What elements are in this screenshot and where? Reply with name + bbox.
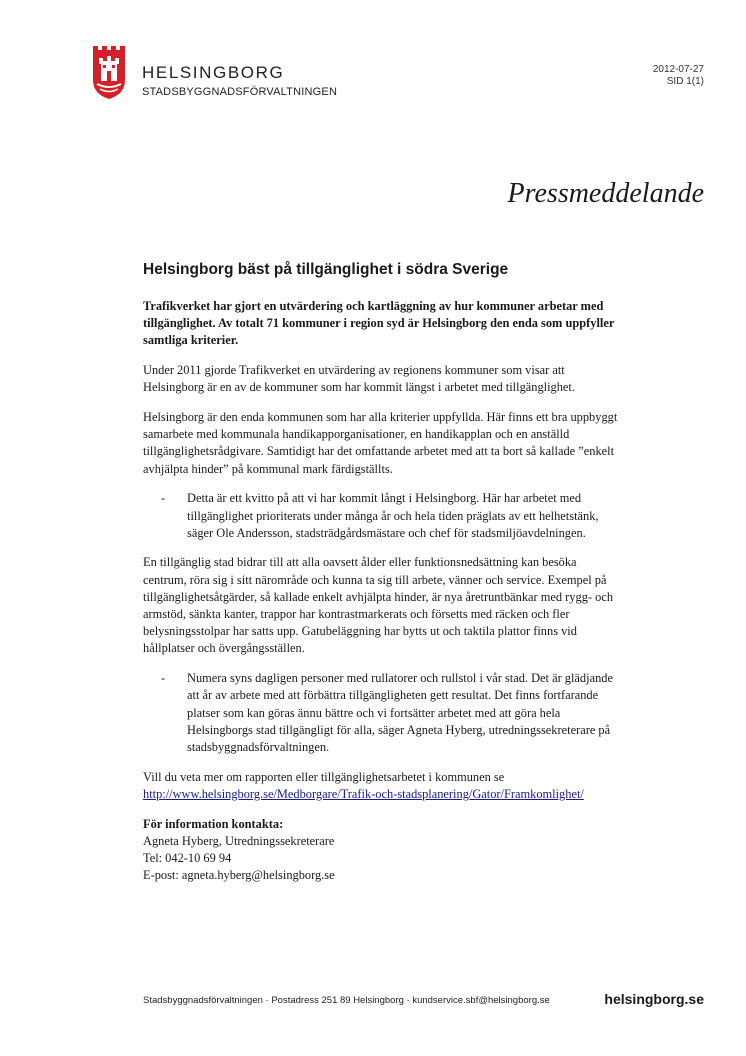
department-name: STADSBYGGNADSFÖRVALTNINGEN xyxy=(142,86,338,98)
paragraph: En tillgänglig stad bidrar till att alla oavsett ålder eller funktionsnedsättning kan besöka centrum, röra sig i sitt närområde och kunna ta sig till arbete, vänner och service. Exempel på tillgänglighetsåtgärder, så kallade enkelt avhjälpta hinder, är nya åretruntbänkar med rygg- och armstöd, sänkta kanter, trappor har kontrastmarkerats och försetts med räcken och fler belysningsstolpar har satts upp. Gatubeläggning har bytts ut och taktila plattor finns vid hållplatser och övergångsställen. xyxy=(143,555,614,656)
quote-block xyxy=(143,670,623,756)
contact-heading: För information kontakta: xyxy=(143,816,284,831)
quote-text: Detta är ett kvitto på att vi har kommit långt i Helsingborg. Här har arbetet med tillgänglighet prioriterats under många år och hela tiden präglats av ett helhetstänk, säger Ole Andersson, stadsträdgårdsmästare och chef för stadsmiljöavdelningen. xyxy=(187,491,599,540)
paragraph: Under 2011 gjorde Trafikverket en utvärdering av regionens kommuner som visar att Helsingborg är en av de kommuner som har kommit längst i arbetet med tillgänglighet. xyxy=(143,363,575,395)
document-type-title: Pressmeddelande xyxy=(507,178,704,209)
quote-dash: - xyxy=(161,671,166,686)
article-body xyxy=(143,298,623,884)
quote-dash: - xyxy=(161,491,166,506)
footer-website: helsingborg.se xyxy=(604,991,704,1007)
paragraph: Helsingborg är den enda kommunen som har alla kriterier uppfyllda. Här finns ett bra uppbyggt samarbete med kommunala handikapporganisationer, en handikapplan och en anställd tillgänglighetsrådgivare. Samtidigt har det omfattande arbetet med att ta bort så kallade ”enkelt avhjälpta hinder” på kommunal mark färdigställts. xyxy=(143,410,618,476)
lead-paragraph: Trafikverket har gjort en utvärdering och kartläggning av hur kommuner arbetar med tillgänglighet. Av totalt 71 kommuner i region syd är Helsingborg den enda som uppfyller samtliga kriterier. xyxy=(143,299,615,348)
quote-block xyxy=(143,490,623,542)
page-number: SID 1(1) xyxy=(666,76,704,87)
headline: Helsingborg bäst på tillgänglighet i södra Sverige xyxy=(143,261,509,278)
contact-name: Agneta Hyberg, Utredningssekreterare xyxy=(143,833,335,848)
contact-phone: Tel: 042-10 69 94 xyxy=(143,850,232,865)
contact-email: E-post: agneta.hyberg@helsingborg.se xyxy=(143,868,335,883)
contact-block xyxy=(143,816,623,885)
more-info-text: Vill du veta mer om rapporten eller tillgänglighetsarbetet i kommunen se xyxy=(143,769,505,784)
helsingborg-crest-icon xyxy=(92,44,126,100)
document-meta xyxy=(653,64,704,88)
more-info-link[interactable]: http://www.helsingborg.se/Medborgare/Trafik-och-stadsplanering/Gator/Framkomlighet/ xyxy=(143,786,584,801)
more-info xyxy=(143,769,623,803)
document-date: 2012-07-27 xyxy=(652,64,704,75)
footer-address: Stadsbyggnadsförvaltningen · Postadress 251 89 Helsingborg · kundservice.sbf@helsingborg.se xyxy=(143,995,550,1006)
org-name: HELSINGBORG xyxy=(142,63,285,82)
quote-text: Numera syns dagligen personer med rullatorer och rullstol i vår stad. Det är glädjande att år av arbete med att förbättra tillgängligheten gett resultat. Det finns fortfarande platser som kan göras ännu bättre och vi fortsätter arbetet med att göra hela Helsingborgs stad tillgängligt för alla, säger Agneta Hyberg, utredningssekreterare på stadsbyggnadsförvaltningen. xyxy=(187,671,613,754)
